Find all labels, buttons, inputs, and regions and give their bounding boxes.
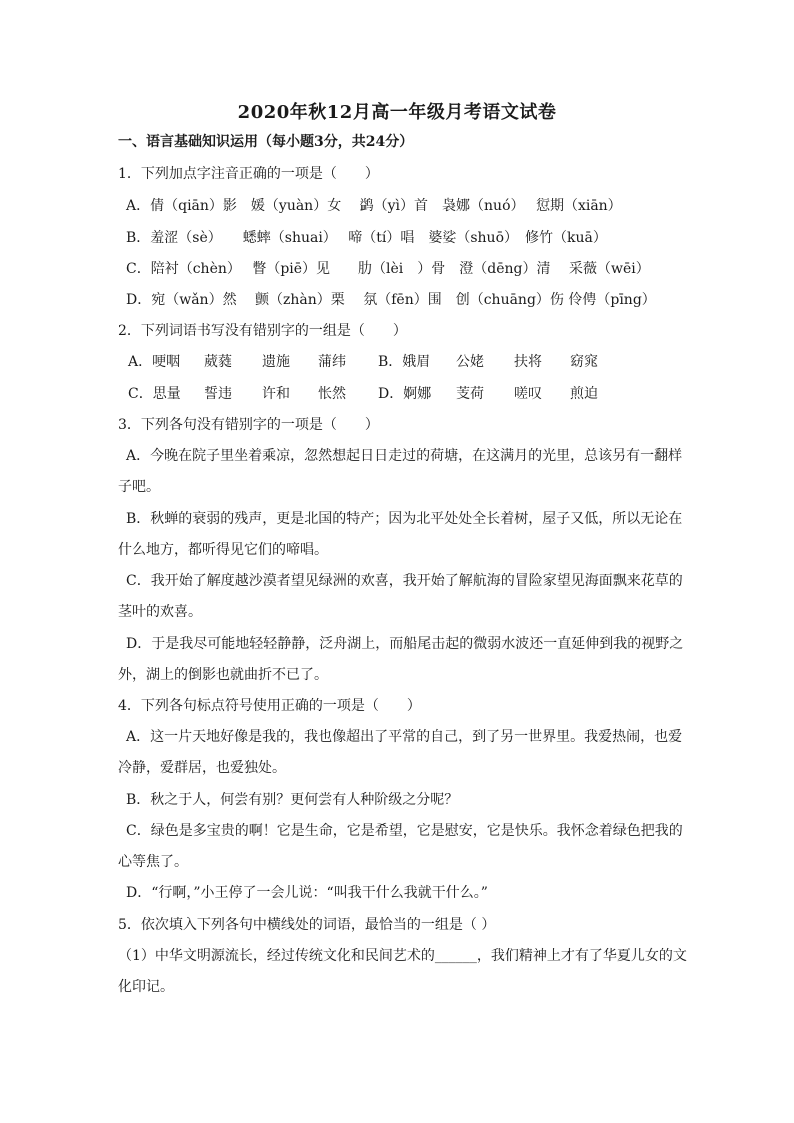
- question-4-option-a-cont: 冷静，爱群居，也爱独处。: [118, 760, 286, 776]
- word-cell: B．娥眉: [378, 354, 431, 370]
- word-cell: 窈窕: [570, 354, 598, 370]
- question-1-option-d: D．宛（wǎn）然 颤（zhàn）栗 氛（fēn）围 创（chuāng）伤 伶俜（pīng）: [126, 292, 656, 308]
- question-3-option-b: B．秋蝉的衰弱的残声，更是北国的特产；因为北平处处全长着树，屋子又低，所以无论在: [126, 511, 683, 527]
- question-1-option-b: B．羞涩（sè） 蟋蟀（shuai） 啼（tí）唱 婆娑（shuō） 修竹（kuā）: [126, 230, 607, 246]
- question-4-option-c: C．绿色是多宝贵的啊！它是生命，它是希望，它是慰安，它是快乐。我怀念着绿色把我的: [126, 823, 683, 839]
- word-cell: D．婀娜: [378, 386, 432, 402]
- question-1-option-a: A．倩（qiān）影 媛（yuàn）女 鹢（yì）首 袅娜（nuó） 愆期（xiān）: [126, 198, 622, 214]
- word-cell: 怅然: [318, 386, 346, 402]
- word-cell: A．哽咽: [128, 354, 181, 370]
- exam-title: 2020年秋12月高一年级月考语文试卷: [237, 102, 557, 123]
- section-heading: 一、语言基础知识运用（每小题3分，共24分）: [118, 134, 414, 150]
- word-cell: 誓违: [204, 386, 232, 402]
- question-3-option-d-cont: 外，湖上的倒影也就曲折不已了。: [118, 667, 328, 683]
- question-3-option-b-cont: 什么地方，都听得见它们的啼唱。: [118, 542, 328, 558]
- question-4-option-a: A．这一片天地好像是我的，我也像超出了平常的自己，到了另一世界里。我爱热闹，也爱: [126, 729, 683, 745]
- word-cell: 芰荷: [456, 386, 484, 402]
- word-cell: 公姥: [456, 354, 484, 370]
- question-3-option-c-cont: 茎叶的欢喜。: [118, 604, 202, 620]
- word-cell: C．思量: [128, 386, 181, 402]
- question-4-option-b: B．秋之于人，何尝有别？更何尝有人种阶级之分呢？: [126, 792, 459, 808]
- question-4-stem: 4．下列各句标点符号使用正确的一项是（ ）: [118, 698, 421, 714]
- question-3-option-a-cont: 子吧。: [118, 479, 160, 495]
- question-5-stem: 5．依次填入下列各句中横线处的词语，最恰当的一组是（ ）: [118, 917, 496, 933]
- word-cell: 扶将: [514, 354, 542, 370]
- question-2-stem: 2．下列词语书写没有错别字的一组是（ ）: [118, 323, 407, 339]
- question-5-sentence-1: （1）中华文明源流长，经过传统文化和民间艺术的______，我们精神上才有了华夏儿女的文: [118, 948, 687, 964]
- question-3-option-c: C．我开始了解度越沙漠者望见绿洲的欢喜，我开始了解航海的冒险家望见海面飘来花草的: [126, 573, 683, 589]
- question-5-sentence-1-cont: 化印记。: [118, 979, 174, 995]
- word-cell: 煎迫: [570, 386, 598, 402]
- question-2-row-2: [126, 384, 686, 404]
- question-3-option-a: A．今晚在院子里坐着乘凉，忽然想起日日走过的荷塘，在这满月的光里，总该另有一翻样: [126, 448, 683, 464]
- word-cell: 许和: [262, 386, 290, 402]
- question-3-stem: 3．下列各句没有错别字的一项是（ ）: [118, 417, 379, 433]
- question-1-option-c: C．陪衬（chèn） 瞥（piē）见 肋（lèi ）骨 澄（dēng）清 采薇（wēi）: [126, 261, 650, 277]
- question-4-option-c-cont: 心等焦了。: [118, 854, 188, 870]
- question-1-stem: 1．下列加点字注音正确的一项是（ ）: [118, 166, 379, 182]
- word-cell: 蒲纬: [318, 354, 346, 370]
- word-cell: 嗟叹: [514, 386, 542, 402]
- question-4-option-d: D．“行啊，”小王停了一会儿说：“叫我干什么我就干什么。”: [126, 885, 488, 901]
- question-2-row-1: [126, 352, 686, 372]
- word-cell: 遗施: [262, 354, 290, 370]
- question-3-option-d: D．于是我尽可能地轻轻静静，泛舟湖上，而船尾击起的微弱水波还一直延伸到我的视野之: [126, 636, 684, 652]
- word-cell: 葳蕤: [204, 354, 232, 370]
